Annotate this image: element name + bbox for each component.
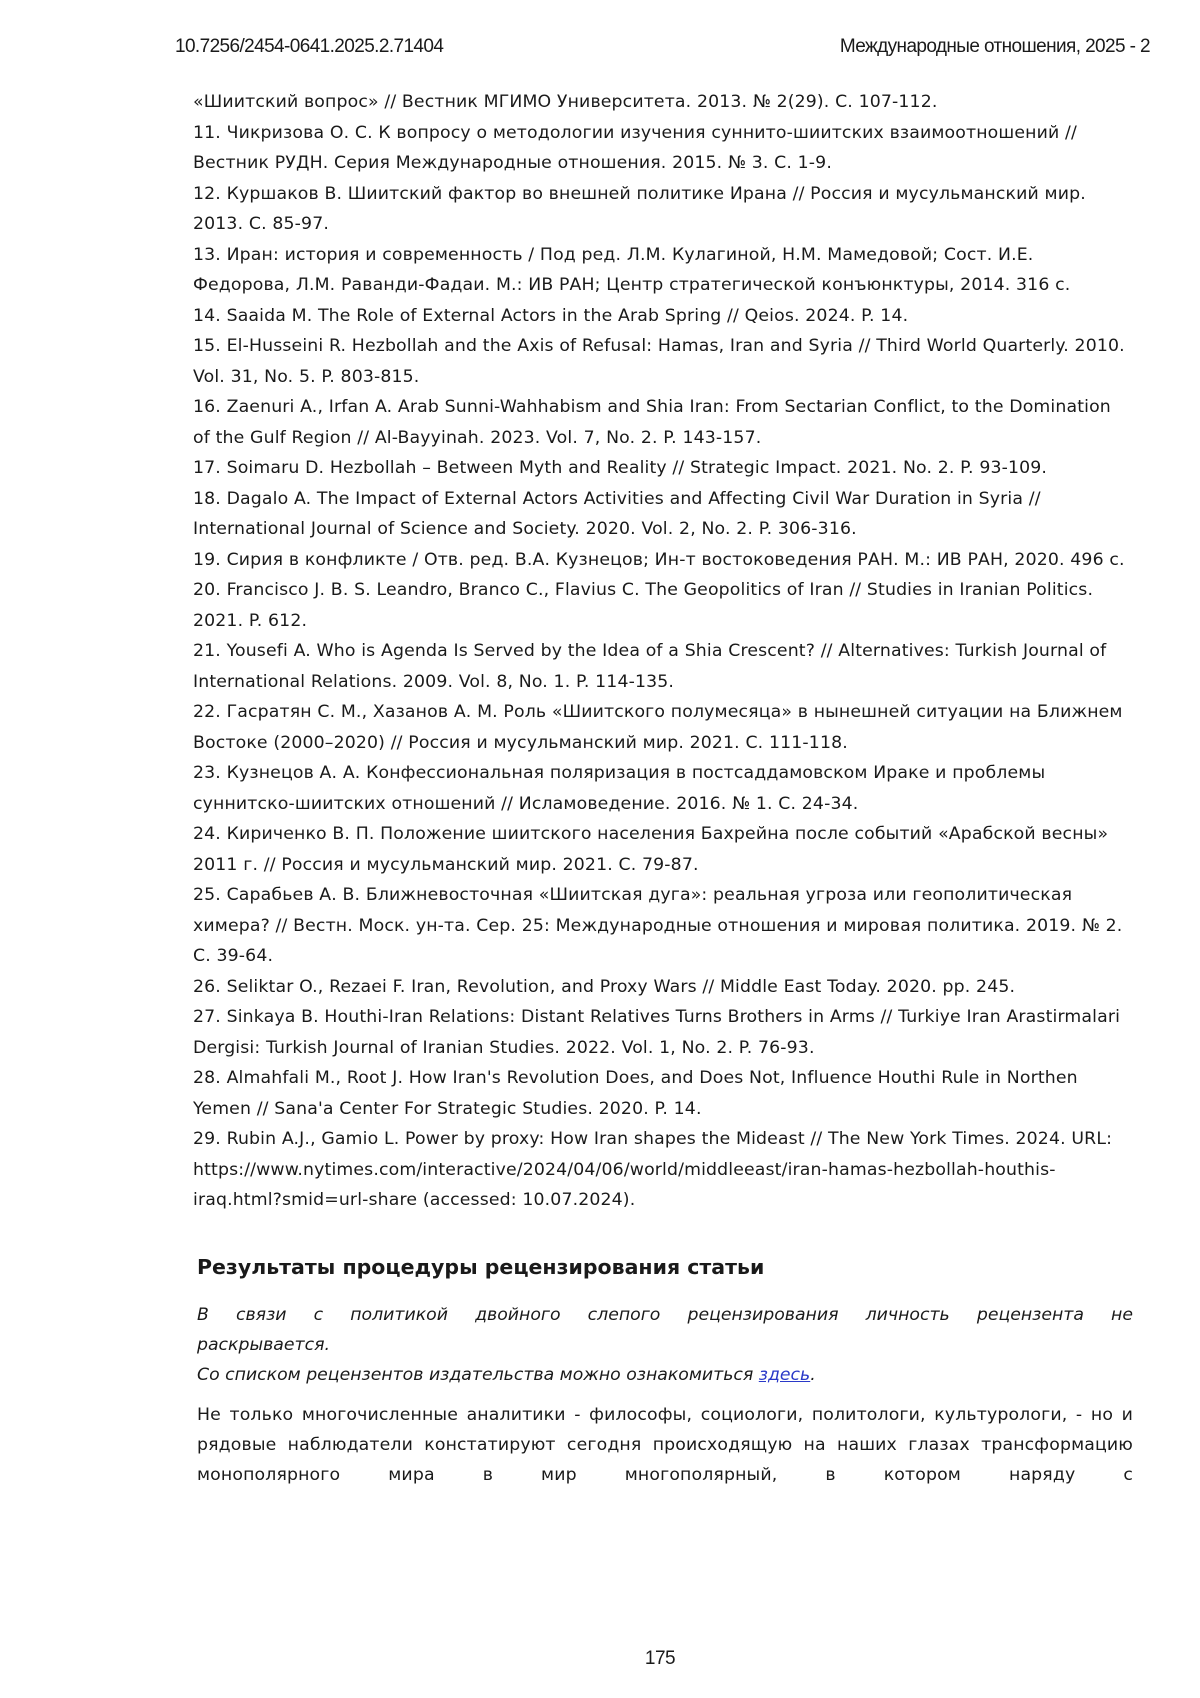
reference-item: 23. Кузнецов А. А. Конфессиональная поляризация в постсаддамовском Ираке и проблемы суннитско-шиитских отношений // Исламоведение. 2016. № 1. С. 24-34. bbox=[193, 758, 1133, 819]
reference-item: 24. Кириченко В. П. Положение шиитского населения Бахрейна после событий «Арабской весны» 2011 г. // Россия и мусульманский мир. 2021. С. 79-87. bbox=[193, 819, 1133, 880]
reference-item: 17. Soimaru D. Hezbollah – Between Myth and Reality // Strategic Impact. 2021. No. 2. P. 93-109. bbox=[193, 453, 1133, 484]
reference-item: 25. Сарабьев А. В. Ближневосточная «Шиитская дуга»: реальная угроза или геополитическая химера? // Вестн. Моск. ун-та. Сер. 25: Международные отношения и мировая политика. 2019. № 2. С. 39-64. bbox=[193, 880, 1133, 972]
review-policy-text: В связи с политикой двойного слепого рецензирования личность рецензента не раскрывается. bbox=[197, 1300, 1133, 1360]
doi-text: 10.7256/2454-0641.2025.2.71404 bbox=[175, 36, 443, 58]
review-section-title: Результаты процедуры рецензирования статьи bbox=[197, 1252, 1133, 1282]
reference-item: 13. Иран: история и современность / Под ред. Л.М. Кулагиной, Н.М. Мамедовой; Сост. И.Е. Федорова, Л.М. Раванди-Фадаи. М.: ИВ РАН; Центр стратегической конъюнктуры, 2014. 316 с. bbox=[193, 240, 1133, 301]
reference-item: 21. Yousefi A. Who is Agenda Is Served by the Idea of a Shia Crescent? // Alternatives: Turkish Journal of International Relations. 2009. Vol. 8, No. 1. P. 114-135. bbox=[193, 636, 1133, 697]
reference-item: 20. Francisco J. B. S. Leandro, Branco C., Flavius C. The Geopolitics of Iran // Studies in Iranian Politics. 2021. P. 612. bbox=[193, 575, 1133, 636]
page-number: 175 bbox=[0, 1648, 1200, 1670]
review-list-text bbox=[197, 1360, 1133, 1390]
review-list-suffix: . bbox=[810, 1365, 816, 1385]
journal-title: Международные отношения, 2025 - 2 bbox=[840, 36, 1150, 58]
reference-item: 16. Zaenuri A., Irfan A. Arab Sunni-Wahhabism and Shia Iran: From Sectarian Conflict, to the Domination of the Gulf Region // Al-Bayyinah. 2023. Vol. 7, No. 2. P. 143-157. bbox=[193, 392, 1133, 453]
reference-item: 15. El-Husseini R. Hezbollah and the Axis of Refusal: Hamas, Iran and Syria // Third World Quarterly. 2010. Vol. 31, No. 5. P. 803-815. bbox=[193, 331, 1133, 392]
review-note bbox=[197, 1300, 1133, 1390]
review-list-prefix: Со списком рецензентов издательства можно ознакомиться bbox=[197, 1365, 759, 1385]
reference-item: 12. Куршаков В. Шиитский фактор во внешней политике Ирана // Россия и мусульманский мир. 2013. С. 85-97. bbox=[193, 179, 1133, 240]
reference-item: 29. Rubin A.J., Gamio L. Power by proxy: How Iran shapes the Mideast // The New York Times. 2024. URL: https://www.nytimes.com/interactive/2024/04/06/world/middleeast/iran-hamas-hezbollah-houthis-iraq.html?smid=url-share (accessed: 10.07.2024). bbox=[193, 1124, 1133, 1216]
review-body-text: Не только многочисленные аналитики - философы, социологи, политологи, культурологи, - но и рядовые наблюдатели констатируют сегодня происходящую на наших глазах трансформацию монополярного мира в мир многополярный, в котором наряду с bbox=[197, 1400, 1133, 1490]
reference-list bbox=[193, 87, 1133, 1216]
reviewers-link[interactable]: здесь bbox=[759, 1365, 810, 1385]
reference-item: 22. Гасратян С. М., Хазанов А. М. Роль «Шиитского полумесяца» в нынешней ситуации на Ближнем Востоке (2000–2020) // Россия и мусульманский мир. 2021. С. 111-118. bbox=[193, 697, 1133, 758]
reference-item: 18. Dagalo A. The Impact of External Actors Activities and Affecting Civil War Duration in Syria // International Journal of Science and Society. 2020. Vol. 2, No. 2. P. 306-316. bbox=[193, 484, 1133, 545]
reference-item: 11. Чикризова О. С. К вопросу о методологии изучения суннито-шиитских взаимоотношений // Вестник РУДН. Серия Международные отношения. 2015. № 3. С. 1-9. bbox=[193, 118, 1133, 179]
page-content bbox=[193, 87, 1133, 1490]
reference-item: 19. Сирия в конфликте / Отв. ред. В.А. Кузнецов; Ин-т востоковедения РАН. М.: ИВ РАН, 2020. 496 с. bbox=[193, 545, 1133, 576]
reference-item: 27. Sinkaya B. Houthi-Iran Relations: Distant Relatives Turns Brothers in Arms // Turkiye Iran Arastirmalari Dergisi: Turkish Journal of Iranian Studies. 2022. Vol. 1, No. 2. P. 76-93. bbox=[193, 1002, 1133, 1063]
reference-item: 28. Almahfali M., Root J. How Iran's Revolution Does, and Does Not, Influence Houthi Rule in Northen Yemen // Sana'a Center For Strategic Studies. 2020. P. 14. bbox=[193, 1063, 1133, 1124]
reference-item: 26. Seliktar O., Rezaei F. Iran, Revolution, and Proxy Wars // Middle East Today. 2020. pp. 245. bbox=[193, 972, 1133, 1003]
page-header bbox=[175, 36, 1150, 62]
reference-item: 14. Saaida M. The Role of External Actors in the Arab Spring // Qeios. 2024. P. 14. bbox=[193, 301, 1133, 332]
reference-item: «Шиитский вопрос» // Вестник МГИМО Университета. 2013. № 2(29). С. 107-112. bbox=[193, 87, 1133, 118]
